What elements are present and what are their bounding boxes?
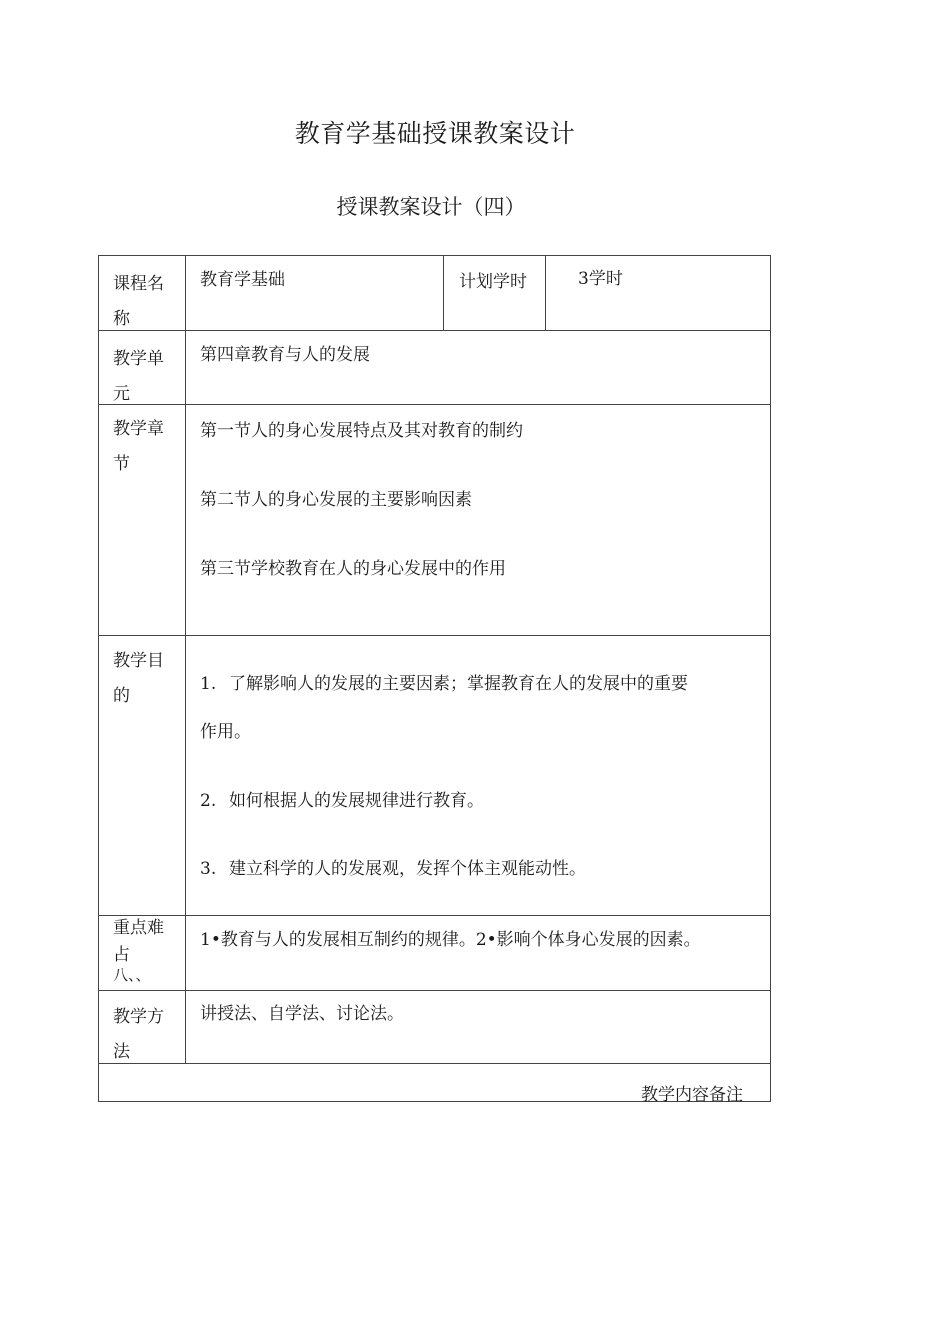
teaching-unit-label: 教学单元 — [113, 349, 164, 404]
document-subtitle: 授课教案设计（四） — [336, 195, 526, 219]
hours-column-divider — [443, 255, 444, 330]
teaching-unit-value: 第四章教育与人的发展 — [200, 345, 370, 365]
row-divider — [98, 330, 771, 331]
row-divider — [98, 1063, 771, 1064]
objective-text: 建立科学的人的发展观，发挥个体主观能动性。 — [229, 859, 586, 879]
key-difficulty-label-trail: 八、、 — [113, 966, 151, 984]
objective-item — [200, 669, 688, 694]
key-difficulty-label-text: 重点难占 — [113, 918, 164, 965]
objective-continuation: 作用。 — [200, 722, 251, 742]
key-difficulty-label — [113, 915, 175, 984]
objective-text: 了解影响人的发展的主要因素；掌握教育在人的发展中的重要 — [229, 674, 688, 694]
objective-text: 如何根据人的发展规律进行教育。 — [229, 791, 484, 811]
teaching-objectives-label: 教学目的 — [113, 651, 164, 706]
course-name-label: 课程名称 — [113, 274, 164, 329]
planned-hours-value: 3学时 — [578, 269, 623, 289]
teaching-method-label: 教学方法 — [113, 1007, 164, 1062]
section-item: 第三节学校教育在人的身心发展中的作用 — [200, 559, 506, 579]
objective-number: 2. — [200, 791, 217, 811]
document-title: 教育学基础授课教案设计 — [294, 119, 576, 148]
content-notes-header: 教学内容备注 — [641, 1085, 743, 1105]
row-divider — [98, 404, 771, 405]
objective-number: 1. — [200, 674, 217, 694]
key-difficulty-value: 1•教育与人的发展相互制约的规律。2•影响个体身心发展的因素。 — [200, 930, 701, 950]
objective-number: 3. — [200, 859, 217, 879]
label-column-divider — [185, 255, 186, 1063]
objective-item — [200, 786, 484, 811]
planned-hours-label: 计划学时 — [459, 272, 527, 292]
section-item: 第一节人的身心发展特点及其对教育的制约 — [200, 421, 523, 441]
hours-column-divider — [545, 255, 546, 330]
section-item: 第二节人的身心发展的主要影响因素 — [200, 490, 472, 510]
row-divider — [98, 635, 771, 636]
teaching-method-value: 讲授法、自学法、讨论法。 — [200, 1004, 404, 1024]
row-divider — [98, 990, 771, 991]
objective-item — [200, 854, 586, 879]
teaching-sections-label: 教学章节 — [113, 419, 164, 474]
course-name-value: 教育学基础 — [200, 270, 285, 290]
row-divider — [98, 915, 771, 916]
